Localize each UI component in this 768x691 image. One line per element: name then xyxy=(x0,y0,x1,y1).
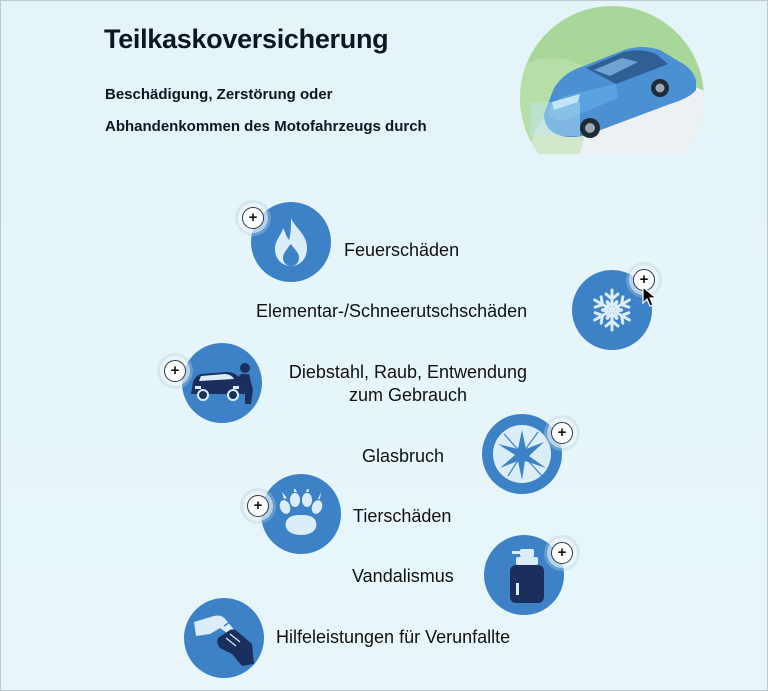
label-diebstahl xyxy=(270,362,546,406)
expand-plus-button-feuer[interactable]: + xyxy=(242,207,264,229)
label-diebstahl-line1: Diebstahl, Raub, Entwendung xyxy=(288,362,528,382)
page-title: Teilkaskoversicherung xyxy=(104,24,389,54)
car-illustration xyxy=(520,6,705,154)
expand-plus-button-tier[interactable]: + xyxy=(247,495,269,517)
glass-break-circle[interactable] xyxy=(482,414,562,494)
expand-plus-button-glas[interactable]: + xyxy=(551,422,573,444)
label-feuerschaeden: Feuerschäden xyxy=(344,240,460,260)
flame-icon xyxy=(269,216,313,268)
label-diebstahl-line2: zum Gebrauch xyxy=(348,385,468,405)
expand-plus-button-vandal[interactable]: + xyxy=(551,542,573,564)
helping-hands-icon xyxy=(190,608,258,668)
paw-icon xyxy=(276,489,326,539)
assistance-circle[interactable] xyxy=(184,598,264,678)
car-thief-icon xyxy=(187,360,257,406)
glass-crack-icon xyxy=(492,424,552,484)
spray-can-icon xyxy=(502,545,546,605)
expand-plus-button-elementar[interactable]: + xyxy=(633,269,655,291)
label-hilfeleistungen: Hilfeleistungen für Verunfallte xyxy=(276,627,511,647)
snowflake-icon xyxy=(588,286,636,334)
label-elementarschaeden: Elementar-/Schneerutschschäden xyxy=(256,301,528,321)
label-vandalismus: Vandalismus xyxy=(352,566,454,586)
label-glasbruch: Glasbruch xyxy=(362,446,445,466)
subtitle-line-1: Beschädigung, Zerstörung oder xyxy=(105,86,333,103)
animal-damage-circle[interactable] xyxy=(261,474,341,554)
theft-circle[interactable] xyxy=(182,343,262,423)
mouse-cursor-icon xyxy=(642,286,658,308)
label-tierschaeden: Tierschäden xyxy=(353,506,452,526)
expand-plus-button-diebstahl[interactable]: + xyxy=(164,360,186,382)
subtitle-line-2: Abhandenkommen des Motofahrzeugs durch xyxy=(105,118,427,135)
